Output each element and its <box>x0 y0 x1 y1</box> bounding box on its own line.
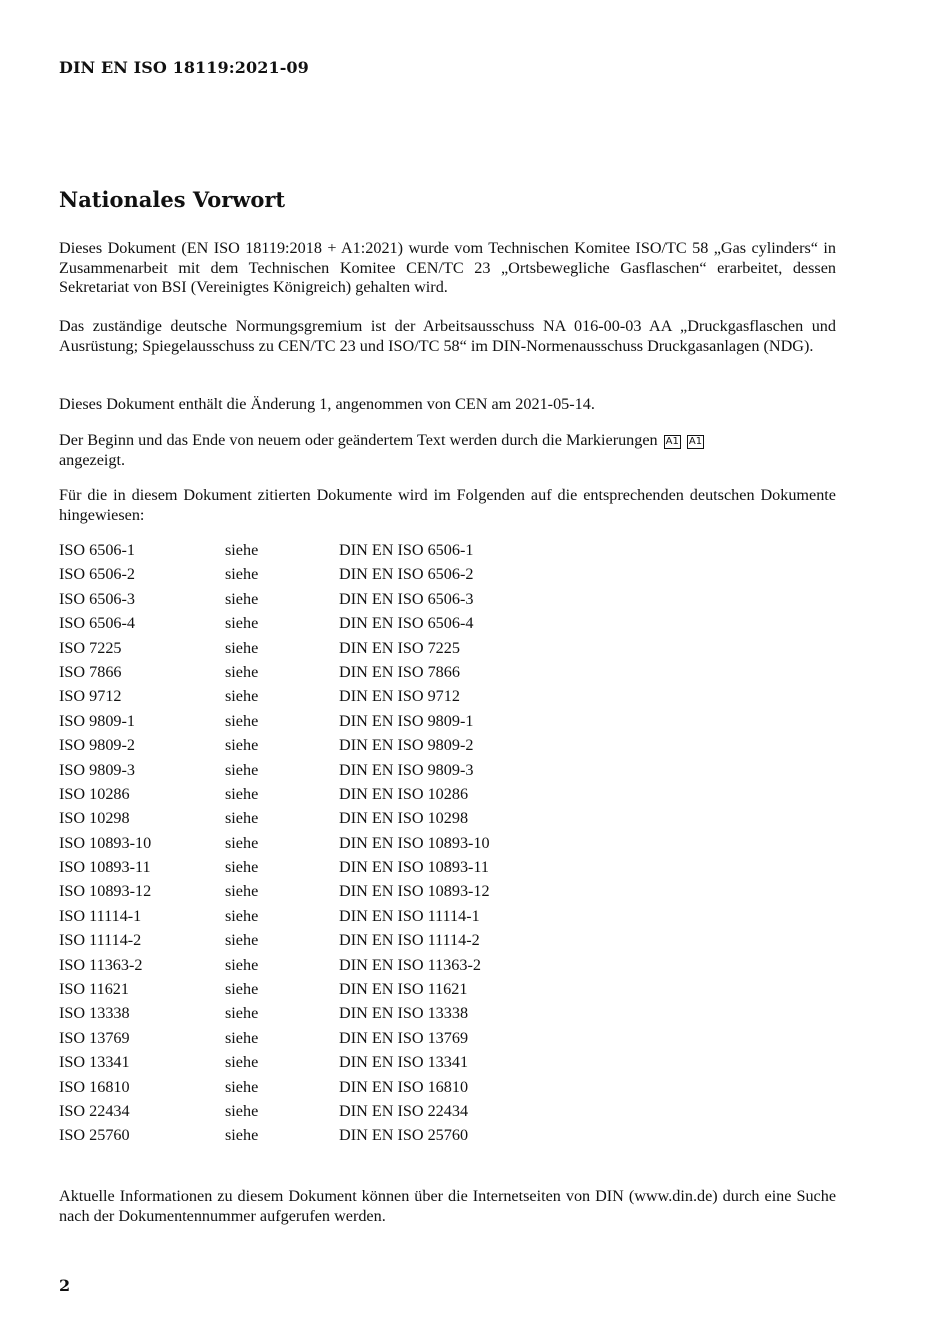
iso-reference: ISO 11114-1 <box>59 906 142 925</box>
table-row <box>59 639 559 663</box>
paragraph-amendment: Dieses Dokument enthält die Änderung 1, angenommen von CEN am 2021-05-14. <box>59 395 595 413</box>
din-reference: DIN EN ISO 16810 <box>339 1077 469 1096</box>
din-reference: DIN EN ISO 11114-2 <box>339 931 480 950</box>
paragraph-standards-body: Das zuständige deutsche Normungsgremium ist der Arbeitsausschuss NA 016-00-03 AA „Druckgasflaschen und Ausrüstung; Spiegelausschuss zu CEN/TC 23 und ISO/TC 58“ im DIN-Normenausschuss Druckgasanlagen (NDG). <box>59 317 836 355</box>
table-row <box>59 590 559 614</box>
iso-reference: ISO 11621 <box>59 980 129 999</box>
iso-reference: ISO 9809-1 <box>59 711 135 730</box>
see-label: siehe <box>225 980 259 999</box>
iso-reference: ISO 10893-12 <box>59 882 152 901</box>
iso-reference: ISO 6506-3 <box>59 589 135 608</box>
iso-reference: ISO 16810 <box>59 1077 130 1096</box>
paragraph-markers-end-text: angezeigt. <box>59 450 126 469</box>
din-reference: DIN EN ISO 9809-1 <box>339 711 474 730</box>
table-row <box>59 663 559 687</box>
iso-reference: ISO 6506-4 <box>59 614 135 633</box>
din-reference: DIN EN ISO 10298 <box>339 809 469 828</box>
table-row <box>59 761 559 785</box>
see-label: siehe <box>225 541 259 559</box>
see-label: siehe <box>225 1053 259 1072</box>
iso-reference: ISO 9809-2 <box>59 736 135 755</box>
see-label: siehe <box>225 711 259 730</box>
din-reference: DIN EN ISO 9712 <box>339 687 460 706</box>
see-label: siehe <box>225 565 259 584</box>
din-reference: DIN EN ISO 11621 <box>339 980 468 999</box>
see-label: siehe <box>225 687 259 706</box>
table-row <box>59 809 559 833</box>
table-row <box>59 956 559 980</box>
din-reference: DIN EN ISO 6506-1 <box>339 541 474 559</box>
page-number: 2 <box>59 1276 71 1295</box>
din-reference: DIN EN ISO 9809-3 <box>339 760 474 779</box>
table-row <box>59 1029 559 1053</box>
iso-reference: ISO 11363-2 <box>59 955 143 974</box>
iso-reference: ISO 11114-2 <box>59 931 142 950</box>
paragraph-references-intro: Für die in diesem Dokument zitierten Dokumente wird im Folgenden auf die entsprechenden deutschen Dokumente hingewiesen: <box>59 486 836 524</box>
see-label: siehe <box>225 614 259 633</box>
iso-reference: ISO 10893-10 <box>59 833 152 852</box>
see-label: siehe <box>225 638 259 657</box>
table-row <box>59 1078 559 1102</box>
din-reference: DIN EN ISO 10893-11 <box>339 858 490 877</box>
see-label: siehe <box>225 1126 259 1145</box>
iso-reference: ISO 10286 <box>59 784 130 803</box>
paragraph-markers-text: Der Beginn und das Ende von neuem oder geändertem Text werden durch die Markierungen <box>59 431 658 449</box>
see-label: siehe <box>225 736 259 755</box>
din-reference: DIN EN ISO 11114-1 <box>339 906 480 925</box>
din-reference: DIN EN ISO 13338 <box>339 1004 469 1023</box>
see-label: siehe <box>225 760 259 779</box>
table-row <box>59 614 559 638</box>
see-label: siehe <box>225 809 259 828</box>
iso-reference: ISO 13341 <box>59 1053 130 1072</box>
see-label: siehe <box>225 955 259 974</box>
see-label: siehe <box>225 931 259 950</box>
iso-reference: ISO 7866 <box>59 662 122 681</box>
table-row <box>59 882 559 906</box>
see-label: siehe <box>225 833 259 852</box>
iso-reference: ISO 10298 <box>59 809 130 828</box>
table-row <box>59 687 559 711</box>
see-label: siehe <box>225 1004 259 1023</box>
table-row <box>59 785 559 809</box>
see-label: siehe <box>225 589 259 608</box>
table-row <box>59 1102 559 1126</box>
iso-reference: ISO 13338 <box>59 1004 130 1023</box>
amendment-start-marker-icon: A1 <box>665 436 679 447</box>
document-id-header: DIN EN ISO 18119:2021-09 <box>59 58 309 77</box>
din-reference: DIN EN ISO 6506-3 <box>339 589 474 608</box>
din-reference: DIN EN ISO 6506-2 <box>339 565 474 584</box>
paragraph-info: Aktuelle Informationen zu diesem Dokument können über die Internetseiten von DIN (www.din.de) durch eine Suche nach der Dokumentennummer aufgerufen werden. <box>59 1187 836 1225</box>
page-title: Nationales Vorwort <box>59 187 286 212</box>
iso-reference: ISO 9809-3 <box>59 760 135 779</box>
table-row <box>59 565 559 589</box>
see-label: siehe <box>225 784 259 803</box>
iso-reference: ISO 9712 <box>59 687 122 706</box>
table-row <box>59 712 559 736</box>
see-label: siehe <box>225 662 259 681</box>
iso-reference: ISO 7225 <box>59 638 122 657</box>
iso-reference: ISO 10893-11 <box>59 858 151 877</box>
table-row <box>59 1053 559 1077</box>
din-reference: DIN EN ISO 9809-2 <box>339 736 474 755</box>
reference-table <box>59 541 559 1151</box>
table-row <box>59 736 559 760</box>
paragraph-markers <box>59 431 836 470</box>
see-label: siehe <box>225 1077 259 1096</box>
table-row <box>59 931 559 955</box>
amendment-end-marker-icon: A1 <box>688 436 703 447</box>
din-reference: DIN EN ISO 25760 <box>339 1126 469 1145</box>
din-reference: DIN EN ISO 6506-4 <box>339 614 474 633</box>
din-reference: DIN EN ISO 7225 <box>339 638 460 657</box>
table-row <box>59 541 559 565</box>
iso-reference: ISO 22434 <box>59 1101 130 1120</box>
din-reference: DIN EN ISO 10893-10 <box>339 833 490 852</box>
table-row <box>59 834 559 858</box>
table-row <box>59 907 559 931</box>
iso-reference: ISO 6506-1 <box>59 541 135 559</box>
iso-reference: ISO 25760 <box>59 1126 130 1145</box>
din-reference: DIN EN ISO 11363-2 <box>339 955 481 974</box>
table-row <box>59 858 559 882</box>
din-reference: DIN EN ISO 7866 <box>339 662 460 681</box>
see-label: siehe <box>225 882 259 901</box>
table-row <box>59 980 559 1004</box>
see-label: siehe <box>225 906 259 925</box>
paragraph-committee: Dieses Dokument (EN ISO 18119:2018 + A1:2021) wurde vom Technischen Komitee ISO/TC 58 „Gas cylinders“ in Zusammenarbeit mit dem Technischen Komitee CEN/TC 23 „Ortsbewegliche Gasflaschen“ erarbeitet, dessen Sekretariat von BSI (Vereinigtes Königreich) gehalten wird. <box>59 239 836 296</box>
din-reference: DIN EN ISO 10893-12 <box>339 882 490 901</box>
see-label: siehe <box>225 1028 259 1047</box>
iso-reference: ISO 6506-2 <box>59 565 135 584</box>
iso-reference: ISO 13769 <box>59 1028 130 1047</box>
table-row <box>59 1004 559 1028</box>
din-reference: DIN EN ISO 13769 <box>339 1028 469 1047</box>
din-reference: DIN EN ISO 10286 <box>339 784 469 803</box>
see-label: siehe <box>225 1101 259 1120</box>
table-row <box>59 1126 559 1150</box>
din-reference: DIN EN ISO 22434 <box>339 1101 469 1120</box>
see-label: siehe <box>225 858 259 877</box>
din-reference: DIN EN ISO 13341 <box>339 1053 469 1072</box>
